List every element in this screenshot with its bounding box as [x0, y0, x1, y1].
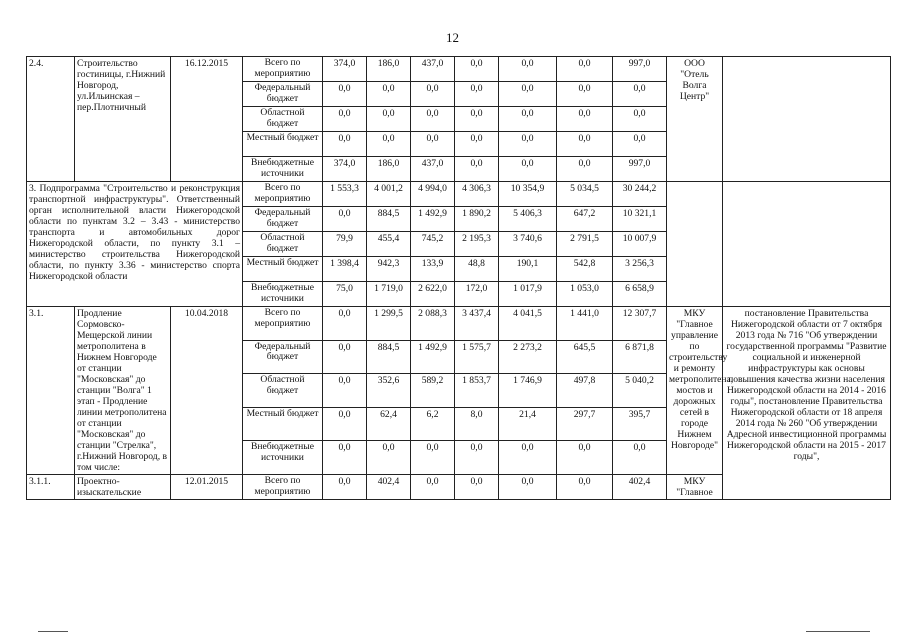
- value-cell: 997,0: [613, 157, 667, 182]
- value-cell: 10 321,1: [613, 207, 667, 232]
- value-cell: 0,0: [323, 207, 367, 232]
- value-cell: 0,0: [367, 132, 411, 157]
- value-cell: 5 034,5: [557, 182, 613, 207]
- value-cell: 172,0: [455, 282, 499, 307]
- value-cell: 6 658,9: [613, 282, 667, 307]
- value-cell: 1 890,2: [455, 207, 499, 232]
- value-cell: 0,0: [557, 441, 613, 475]
- responsible-org: МКУ "Главное: [667, 475, 723, 500]
- funding-source: Областной бюджет: [243, 107, 323, 132]
- value-cell: 0,0: [455, 132, 499, 157]
- value-cell: 75,0: [323, 282, 367, 307]
- value-cell: 997,0: [613, 57, 667, 82]
- value-cell: 0,0: [613, 441, 667, 475]
- funding-source: Внебюджетные источники: [243, 157, 323, 182]
- funding-source: Областной бюджет: [243, 232, 323, 257]
- value-cell: 0,0: [411, 82, 455, 107]
- value-cell: 2 273,2: [499, 340, 557, 374]
- value-cell: 4 041,5: [499, 307, 557, 341]
- value-cell: 0,0: [411, 441, 455, 475]
- value-cell: 0,0: [323, 441, 367, 475]
- value-cell: 455,4: [367, 232, 411, 257]
- value-cell: 645,5: [557, 340, 613, 374]
- value-cell: 1 398,4: [323, 257, 367, 282]
- value-cell: 2 088,3: [411, 307, 455, 341]
- value-cell: 297,7: [557, 407, 613, 441]
- value-cell: 745,2: [411, 232, 455, 257]
- value-cell: 0,0: [323, 307, 367, 341]
- funding-source: Областной бюджет: [243, 374, 323, 408]
- value-cell: 0,0: [411, 107, 455, 132]
- value-cell: 0,0: [323, 374, 367, 408]
- funding-source: Внебюджетные источники: [243, 441, 323, 475]
- value-cell: 3 256,3: [613, 257, 667, 282]
- value-cell: 6,2: [411, 407, 455, 441]
- value-cell: 1 441,0: [557, 307, 613, 341]
- value-cell: 4 994,0: [411, 182, 455, 207]
- funding-source: Федеральный бюджет: [243, 207, 323, 232]
- funding-source: Всего по мероприятию: [243, 57, 323, 82]
- value-cell: 0,0: [499, 157, 557, 182]
- value-cell: 1 746,9: [499, 374, 557, 408]
- value-cell: 1 053,0: [557, 282, 613, 307]
- value-cell: 352,6: [367, 374, 411, 408]
- value-cell: 0,0: [455, 82, 499, 107]
- responsible-org: ООО "Отель Волга Центр": [667, 57, 723, 182]
- funding-source: Местный бюджет: [243, 132, 323, 157]
- value-cell: 0,0: [499, 107, 557, 132]
- value-cell: 0,0: [499, 441, 557, 475]
- value-cell: 374,0: [323, 157, 367, 182]
- value-cell: 589,2: [411, 374, 455, 408]
- value-cell: 0,0: [557, 82, 613, 107]
- value-cell: 5 040,2: [613, 374, 667, 408]
- value-cell: 0,0: [411, 132, 455, 157]
- value-cell: 0,0: [613, 107, 667, 132]
- value-cell: 437,0: [411, 157, 455, 182]
- completion-date: 12.01.2015: [171, 475, 243, 500]
- value-cell: 0,0: [557, 157, 613, 182]
- value-cell: 1 299,5: [367, 307, 411, 341]
- value-cell: 62,4: [367, 407, 411, 441]
- value-cell: 0,0: [557, 57, 613, 82]
- legal-basis: [723, 182, 891, 307]
- value-cell: 437,0: [411, 57, 455, 82]
- value-cell: 12 307,7: [613, 307, 667, 341]
- project-name: Проектно-изыскательские: [75, 475, 171, 500]
- row-number: 3.1.1.: [27, 475, 75, 500]
- value-cell: 0,0: [557, 475, 613, 500]
- value-cell: 0,0: [455, 157, 499, 182]
- completion-date: 16.12.2015: [171, 57, 243, 182]
- value-cell: 1 492,9: [411, 207, 455, 232]
- value-cell: 0,0: [557, 107, 613, 132]
- value-cell: 395,7: [613, 407, 667, 441]
- value-cell: 1 492,9: [411, 340, 455, 374]
- value-cell: 0,0: [323, 340, 367, 374]
- value-cell: 1 853,7: [455, 374, 499, 408]
- value-cell: 4 001,2: [367, 182, 411, 207]
- page-number: 12: [446, 30, 459, 45]
- funding-source: Всего по мероприятию: [243, 182, 323, 207]
- value-cell: 0,0: [455, 441, 499, 475]
- value-cell: 0,0: [455, 107, 499, 132]
- value-cell: 884,5: [367, 340, 411, 374]
- value-cell: 374,0: [323, 57, 367, 82]
- value-cell: 0,0: [455, 57, 499, 82]
- value-cell: 48,8: [455, 257, 499, 282]
- funding-source: Федеральный бюджет: [243, 340, 323, 374]
- value-cell: 542,8: [557, 257, 613, 282]
- investment-table: [26, 56, 891, 500]
- value-cell: 0,0: [323, 132, 367, 157]
- value-cell: 0,0: [613, 132, 667, 157]
- funding-source: Местный бюджет: [243, 407, 323, 441]
- value-cell: 2 195,3: [455, 232, 499, 257]
- completion-date: 10.04.2018: [171, 307, 243, 475]
- legal-basis: [723, 57, 891, 182]
- value-cell: 497,8: [557, 374, 613, 408]
- value-cell: 0,0: [499, 82, 557, 107]
- value-cell: 2 791,5: [557, 232, 613, 257]
- value-cell: 1 017,9: [499, 282, 557, 307]
- value-cell: 0,0: [557, 132, 613, 157]
- value-cell: 133,9: [411, 257, 455, 282]
- value-cell: 4 306,3: [455, 182, 499, 207]
- value-cell: 1 553,3: [323, 182, 367, 207]
- value-cell: 0,0: [323, 407, 367, 441]
- value-cell: 1 719,0: [367, 282, 411, 307]
- project-name: Продление Сормовско-Мещерской линии метрополитена в Нижнем Новгороде от станции "Московская" до станции "Волга" 1 этап - Продление линии метрополитена от станции "Московская" до станции "Стрелка", г.Нижний Новгород, в том числе:: [75, 307, 171, 475]
- value-cell: 884,5: [367, 207, 411, 232]
- value-cell: 0,0: [323, 82, 367, 107]
- value-cell: 3 740,6: [499, 232, 557, 257]
- value-cell: 0,0: [367, 441, 411, 475]
- row-number: 2.4.: [27, 57, 75, 182]
- value-cell: 10 354,9: [499, 182, 557, 207]
- value-cell: 942,3: [367, 257, 411, 282]
- value-cell: 0,0: [613, 82, 667, 107]
- value-cell: 79,9: [323, 232, 367, 257]
- project-name: Строительство гостиницы, г.Нижний Новгород, ул.Ильинская – пер.Плотничный: [75, 57, 171, 182]
- value-cell: 5 406,3: [499, 207, 557, 232]
- value-cell: 10 007,9: [613, 232, 667, 257]
- value-cell: 3 437,4: [455, 307, 499, 341]
- value-cell: 186,0: [367, 57, 411, 82]
- value-cell: 1 575,7: [455, 340, 499, 374]
- value-cell: 8,0: [455, 407, 499, 441]
- value-cell: 190,1: [499, 257, 557, 282]
- value-cell: 0,0: [499, 132, 557, 157]
- funding-source: Всего по мероприятию: [243, 307, 323, 341]
- responsible-org: [667, 182, 723, 307]
- responsible-org: МКУ "Главное управление по строительству и ремонту метрополитена, мостов и дорожных сетей в городе Нижнем Новгороде": [667, 307, 723, 475]
- value-cell: 0,0: [323, 475, 367, 500]
- value-cell: 6 871,8: [613, 340, 667, 374]
- value-cell: 0,0: [455, 475, 499, 500]
- subprogram-title: 3. Подпрограмма "Строительство и реконструкция транспортной инфраструктуры". Ответственный орган исполнительной власти Нижегородской области по пунктам 3.2 – 3.43 - министерство транспорта и автомобильных дорог Нижегородской области, по пункту 3.1 – министерство строительства Нижегородской области, по пункту 3.36 - министерство спорта Нижегородской области: [27, 182, 243, 307]
- value-cell: 0,0: [499, 475, 557, 500]
- value-cell: 30 244,2: [613, 182, 667, 207]
- table-row: [27, 307, 891, 341]
- table-row: [27, 182, 891, 207]
- value-cell: 647,2: [557, 207, 613, 232]
- funding-source: Внебюджетные источники: [243, 282, 323, 307]
- table-row: [27, 57, 891, 82]
- value-cell: 2 622,0: [411, 282, 455, 307]
- value-cell: 0,0: [499, 57, 557, 82]
- value-cell: 0,0: [323, 107, 367, 132]
- value-cell: 186,0: [367, 157, 411, 182]
- value-cell: 402,4: [367, 475, 411, 500]
- funding-source: Всего по мероприятию: [243, 475, 323, 500]
- footnote-line-right: [806, 631, 870, 632]
- value-cell: 0,0: [367, 107, 411, 132]
- value-cell: 21,4: [499, 407, 557, 441]
- value-cell: 402,4: [613, 475, 667, 500]
- value-cell: 0,0: [367, 82, 411, 107]
- value-cell: 0,0: [411, 475, 455, 500]
- footnote-line-left: [38, 631, 68, 632]
- funding-source: Местный бюджет: [243, 257, 323, 282]
- funding-source: Федеральный бюджет: [243, 82, 323, 107]
- row-number: 3.1.: [27, 307, 75, 475]
- legal-basis: постановление Правительства Нижегородской области от 7 октября 2013 года № 716 "Об утверждении государственной программы "Развитие социальной и инженерной инфраструктуры как основы повышения качества жизни населения Нижегородской области на 2014 - 2016 годы", постановление Правительства Нижегородской области от 18 апреля 2014 года № 260 "Об утверждении Адресной инвестиционной программы Нижегородской области на 2015 - 2017 годы",: [723, 307, 891, 500]
